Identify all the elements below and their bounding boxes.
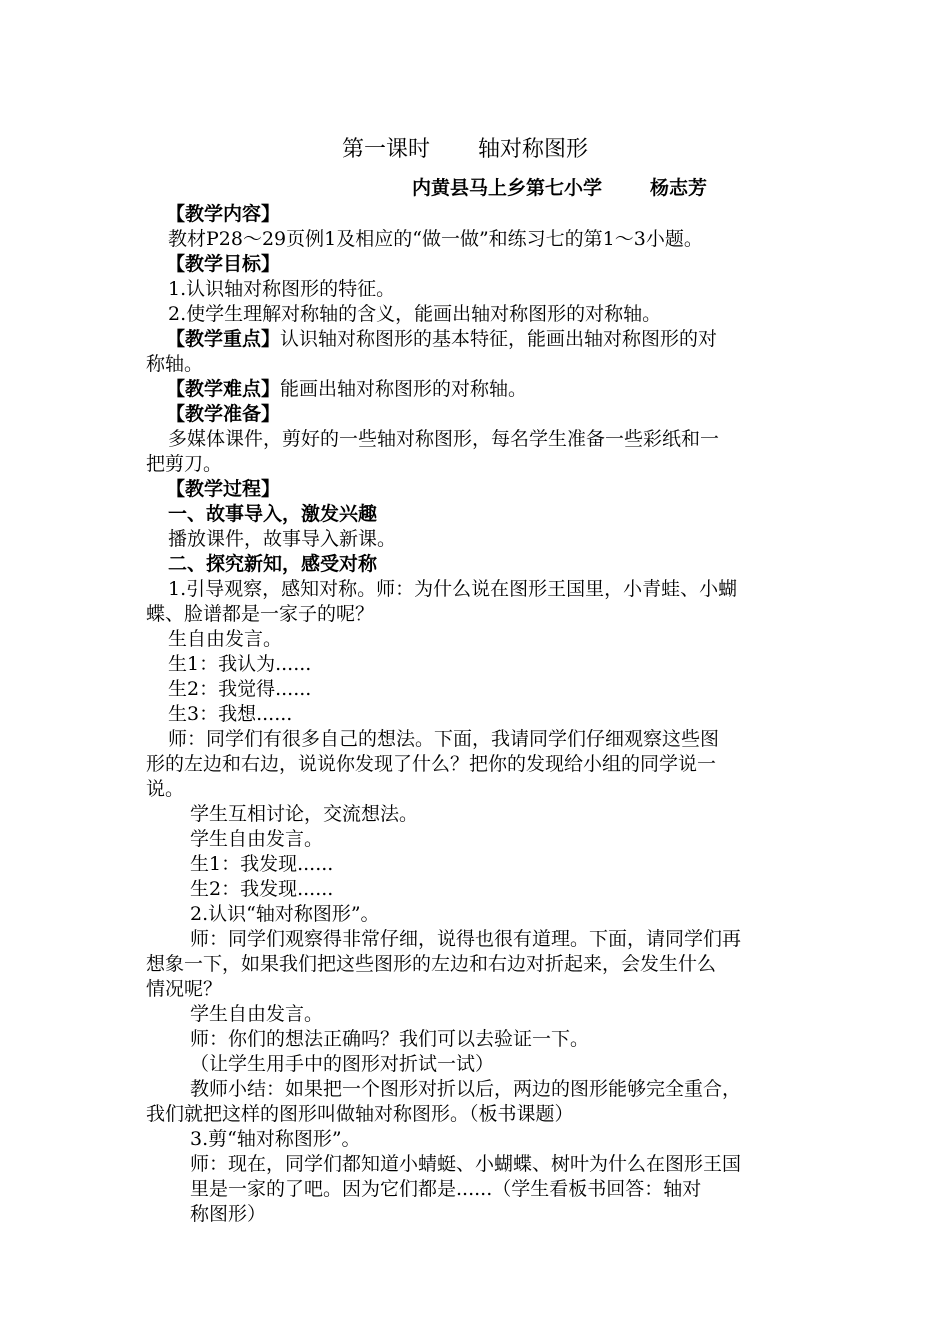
section-heading-key: 【教学重点】 <box>166 328 281 350</box>
paragraph-line: 我们就把这样的图形叫做轴对称图形。（板书课题） <box>146 1103 574 1125</box>
paragraph-line: 说。 <box>146 778 185 800</box>
section-heading-prep: 【教学准备】 <box>166 403 281 425</box>
difficult-point-line <box>166 377 527 401</box>
paragraph-line: 教师小结：如果把一个图形对折以后，两边的图形能够完全重合， <box>190 1078 742 1100</box>
section-heading-process: 【教学过程】 <box>166 478 281 500</box>
student-answer: 生3：我想...... <box>168 703 293 725</box>
paragraph-line: 形的左边和右边，说说你发现了什么？把你的发现给小组的同学说一 <box>146 753 717 775</box>
paragraph-line: 2.认识“轴对称图形”。 <box>190 903 380 925</box>
paragraph-line: 蝶、脸谱都是一家子的呢？ <box>146 603 375 625</box>
section-heading-difficult: 【教学难点】 <box>166 378 281 400</box>
part1-heading: 一、故事导入，激发兴趣 <box>168 503 378 525</box>
paragraph-line: 师：你们的想法正确吗？我们可以去验证一下。 <box>190 1028 590 1050</box>
paragraph-line: 生自由发言。 <box>168 628 283 650</box>
paragraph-line: 学生自由发言。 <box>190 828 324 850</box>
paragraph-line: 情况呢？ <box>146 978 223 1000</box>
student-answer: 生2：我觉得...... <box>168 678 312 700</box>
paragraph-line: 1.引导观察，感知对称。师：为什么说在图形王国里，小青蛙、小蝴 <box>168 578 738 600</box>
key-point-line <box>166 327 717 351</box>
author-line <box>412 176 707 200</box>
title-lesson: 第一课时 <box>342 137 431 162</box>
paragraph-line: 师：现在，同学们都知道小蜻蜓、小蝴蝶、树叶为什么在图形王国 <box>190 1153 742 1175</box>
part1-text: 播放课件，故事导入新课。 <box>168 528 397 550</box>
paragraph-line: 师：同学们观察得非常仔细，说得也很有道理。下面，请同学们再 <box>190 928 742 950</box>
paragraph-line: 想象一下，如果我们把这些图形的左边和右边对折起来，会发生什么 <box>146 953 717 975</box>
paragraph-line: 学生自由发言。 <box>190 1003 324 1025</box>
goal-item: 2.使学生理解对称轴的含义，能画出轴对称图形的对称轴。 <box>168 303 662 325</box>
student-answer: 生1：我认为...... <box>168 653 312 675</box>
paragraph-line: 3.剪“轴对称图形”。 <box>190 1128 361 1150</box>
part2-heading: 二、探究新知，感受对称 <box>168 553 378 575</box>
paragraph-line: 里是一家的了吧。因为它们都是......（学生看板书回答：轴对 <box>190 1178 702 1200</box>
document-title <box>342 136 588 164</box>
student-answer: 生1：我发现...... <box>190 853 334 875</box>
content-text: 教材P28～29页例1及相应的“做一做”和练习七的第1～3小题。 <box>168 228 703 250</box>
section-heading-goal: 【教学目标】 <box>166 253 281 275</box>
goal-item: 1.认识轴对称图形的特征。 <box>168 278 396 300</box>
paragraph-line: 师：同学们有很多自己的想法。下面，我请同学们仔细观察这些图 <box>168 728 720 750</box>
section-heading-content: 【教学内容】 <box>166 203 281 225</box>
student-answer: 生2：我发现...... <box>190 878 334 900</box>
paragraph-line: 称图形） <box>190 1203 267 1225</box>
title-topic: 轴对称图形 <box>478 137 589 162</box>
prep-text-cont: 把剪刀。 <box>146 453 223 475</box>
paragraph-line: 学生互相讨论，交流想法。 <box>190 803 419 825</box>
difficult-text: 能画出轴对称图形的对称轴。 <box>280 378 528 400</box>
prep-text: 多媒体课件，剪好的一些轴对称图形，每名学生准备一些彩纸和一 <box>168 428 720 450</box>
school-name: 内黄县马上乡第七小学 <box>412 177 603 199</box>
key-text-cont: 称轴。 <box>146 353 204 375</box>
paragraph-line: （让学生用手中的图形对折试一试） <box>190 1053 495 1075</box>
author-name: 杨志芳 <box>650 177 708 199</box>
key-text: 认识轴对称图形的基本特征，能画出轴对称图形的对 <box>280 328 718 350</box>
